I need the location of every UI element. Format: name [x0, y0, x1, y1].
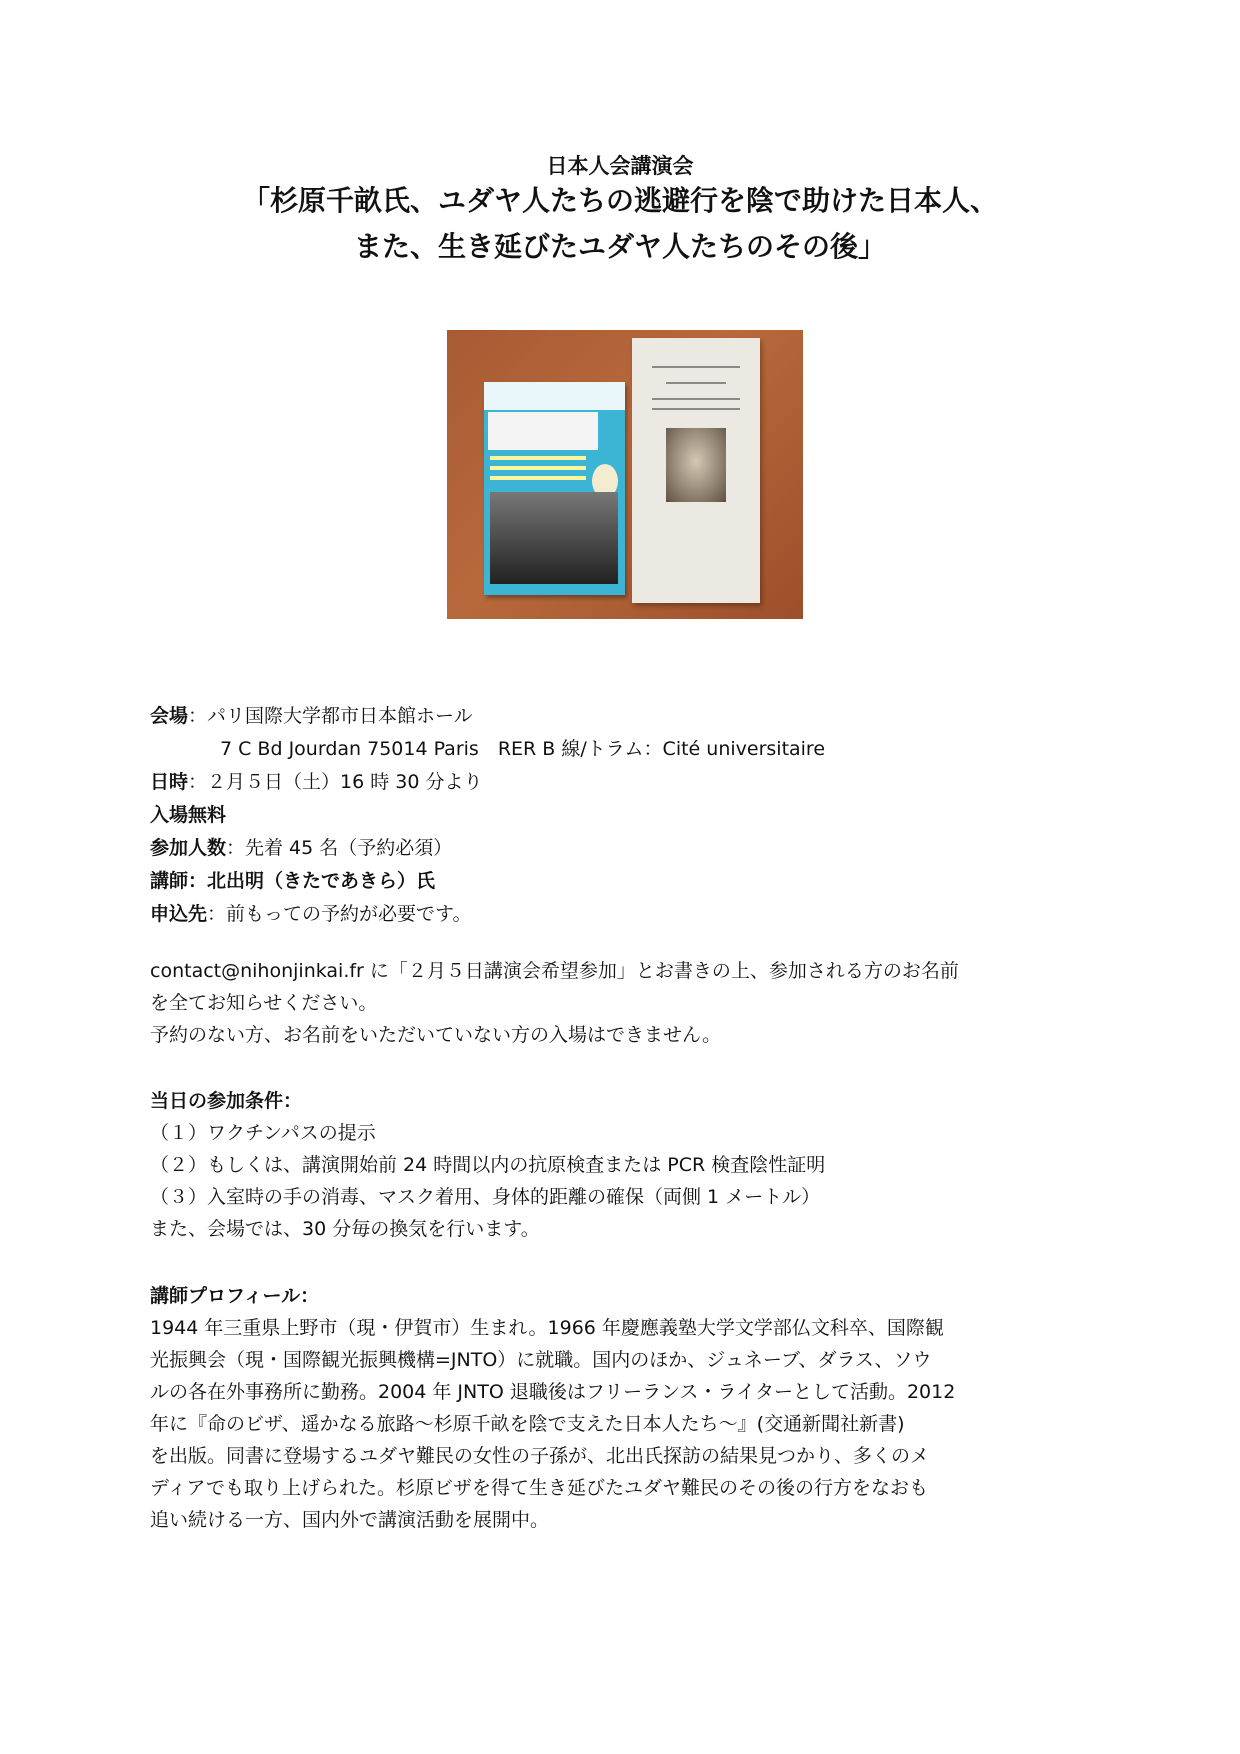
profile-heading: 講師プロフィール：: [150, 1285, 320, 1307]
book-photo: [447, 330, 803, 619]
contact-line-3: 予約のない方、お名前をいただいていない方の入場はできません。: [150, 1024, 722, 1046]
profile-line: 光振興会（現・国際観光振興機構=JNTO）に就職。国内のほか、ジュネーブ、ダラス、ソウ: [150, 1349, 932, 1371]
profile-line: 年に『命のビザ、遥かなる旅路～杉原千畝を陰で支えた日本人たち～』(交通新聞社新書): [150, 1413, 905, 1435]
venue-value: ：パリ国際大学都市日本館ホール: [188, 705, 473, 727]
profile-line: を出版。同書に登場するユダヤ難民の女性の子孫が、北出氏探訪の結果見つかり、多くのメ: [150, 1445, 930, 1467]
title-line-1: 「杉原千畝氏、ユダヤ人たちの逃避行を陰で助けた日本人、: [241, 184, 998, 217]
conditions-heading: 当日の参加条件：: [150, 1090, 303, 1112]
conditions-section: [150, 1085, 1100, 1245]
admission-free: 入場無料: [150, 804, 227, 826]
speaker-row: 講師：北出明（きたであきら）氏: [150, 870, 436, 892]
contact-section: [150, 955, 1100, 1051]
profile-line: 1944 年三重県上野市（現・伊賀市）生まれ。1966 年慶應義塾大学文学部仏文科卒、国際観: [150, 1317, 944, 1339]
condition-item: （１）ワクチンパスの提示: [150, 1122, 376, 1144]
venue-label: 会場: [150, 705, 189, 727]
conditions-note: また、会場では、30 分毎の換気を行います。: [150, 1218, 540, 1240]
date-value: ：２月５日（土）16 時 30 分より: [188, 771, 483, 793]
apply-label: 申込先: [150, 903, 208, 925]
contact-line-1: contact@nihonjinkai.fr に「２月５日講演会希望参加」とお書きの上、参加される方のお名前: [150, 960, 959, 982]
event-subtitle: 日本人会講演会: [546, 154, 694, 178]
capacity-label: 参加人数: [150, 837, 227, 859]
condition-item: （３）入室時の手の消毒、マスク着用、身体的距離の確保（両側 1 メートル）: [150, 1186, 821, 1208]
address: 7 C Bd Jourdan 75014 Paris RER B 線/トラム：Cité universitaire: [220, 738, 826, 760]
title-line-2: また、生き延びたユダヤ人たちのその後」: [353, 230, 886, 263]
apply-row: [150, 898, 825, 931]
capacity-row: [150, 832, 825, 865]
venue-row: [150, 700, 825, 733]
contact-line-2: を全てお知らせください。: [150, 992, 378, 1014]
profile-line: ルの各在外事務所に勤務。2004 年 JNTO 退職後はフリーランス・ライターとして活動。2012: [150, 1381, 956, 1403]
book-cover: [484, 382, 625, 595]
date-row: [150, 766, 825, 799]
condition-item: （２）もしくは、講演開始前 24 時間以内の抗原検査または PCR 検査陰性証明: [150, 1154, 826, 1176]
profile-line: ディアでも取り上げられた。杉原ビザを得て生き延びたユダヤ難民のその後の行方をなおも: [150, 1477, 929, 1499]
capacity-value: ：先着 45 名（予約必須）: [226, 837, 453, 859]
date-label: 日時: [150, 771, 189, 793]
event-title: [0, 178, 1240, 270]
profile-section: [150, 1280, 1100, 1536]
event-details: [150, 700, 825, 931]
portrait-photo: [666, 428, 726, 502]
profile-line: 追い続ける一方、国内外で講演活動を展開中。: [150, 1509, 550, 1531]
memorial-pamphlet: [632, 338, 760, 603]
apply-value: ：前もっての予約が必要です。: [207, 903, 472, 925]
